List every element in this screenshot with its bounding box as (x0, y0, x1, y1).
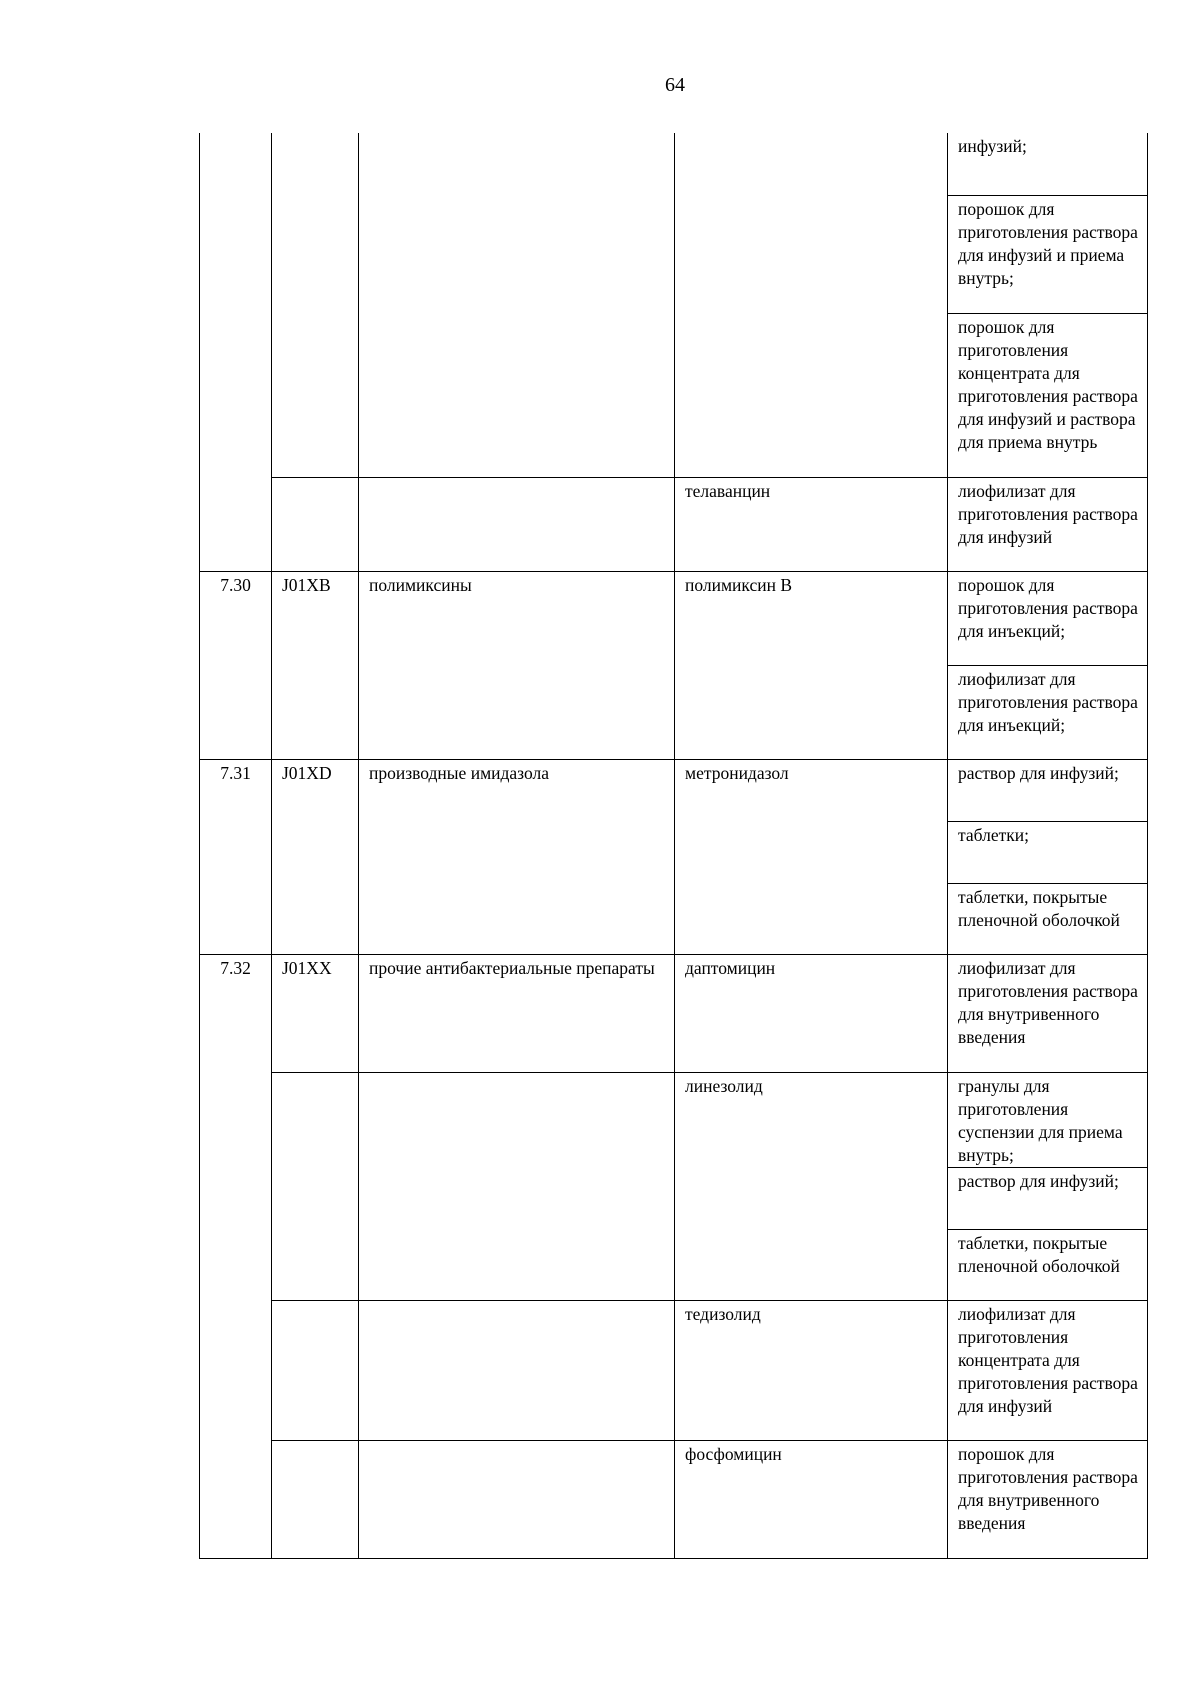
dosage-form-cell: порошок для приготовления раствора для инфузий и приема внутрь; (948, 195, 1148, 313)
table-row (200, 954, 1148, 1072)
group-name-cell (359, 133, 675, 477)
table-row (200, 1300, 1148, 1440)
drug-name-cell: линезолид (675, 1072, 948, 1300)
group-name-cell: полимиксины (359, 571, 675, 759)
drug-name-cell: тедизолид (675, 1300, 948, 1440)
atc-code-cell (272, 1440, 359, 1558)
drug-name-cell: фосфомицин (675, 1440, 948, 1558)
group-name-cell (359, 1300, 675, 1440)
dosage-form-cell: порошок для приготовления раствора для внутривенного введения (948, 1440, 1148, 1558)
group-name-cell (359, 1072, 675, 1300)
row-number-cell (200, 133, 272, 571)
drug-name-cell: телаванцин (675, 477, 948, 571)
table-row (200, 759, 1148, 821)
table-row (200, 477, 1148, 571)
table-row (200, 1072, 1148, 1167)
drug-name-cell: полимиксин В (675, 571, 948, 759)
row-number-cell: 7.32 (200, 954, 272, 1558)
dosage-form-cell: лиофилизат для приготовления раствора для инъекций; (948, 665, 1148, 759)
atc-code-cell: J01XB (272, 571, 359, 759)
atc-code-cell (272, 1072, 359, 1300)
dosage-form-cell: гранулы для приготовления суспензии для приема внутрь; (948, 1072, 1148, 1167)
dosage-form-cell: таблетки, покрытые пленочной оболочкой (948, 883, 1148, 954)
dosage-form-cell: таблетки, покрытые пленочной оболочкой (948, 1229, 1148, 1300)
dosage-form-cell: лиофилизат для приготовления раствора для внутривенного введения (948, 954, 1148, 1072)
atc-code-cell: J01XD (272, 759, 359, 954)
group-name-cell (359, 1440, 675, 1558)
dosage-form-cell: таблетки; (948, 821, 1148, 883)
page-number: 64 (665, 74, 685, 96)
atc-code-cell: J01XX (272, 954, 359, 1072)
row-number-cell: 7.31 (200, 759, 272, 954)
row-number-cell: 7.30 (200, 571, 272, 759)
drug-name-cell: метронидазол (675, 759, 948, 954)
dosage-form-cell: порошок для приготовления раствора для инъекций; (948, 571, 1148, 665)
table-row (200, 571, 1148, 665)
dosage-form-cell: лиофилизат для приготовления концентрата для приготовления раствора для инфузий (948, 1300, 1148, 1440)
drug-name-cell: даптомицин (675, 954, 948, 1072)
atc-code-cell (272, 133, 359, 477)
dosage-form-cell: раствор для инфузий; (948, 1167, 1148, 1229)
atc-code-cell (272, 1300, 359, 1440)
atc-code-cell (272, 477, 359, 571)
dosage-form-cell: инфузий; (948, 133, 1148, 195)
group-name-cell (359, 477, 675, 571)
table-row (200, 1440, 1148, 1558)
group-name-cell: производные имидазола (359, 759, 675, 954)
dosage-form-cell: порошок для приготовления концентрата для приготовления раствора для инфузий и раствора для приема внутрь (948, 313, 1148, 477)
drug-name-cell (675, 133, 948, 477)
drug-list-table (199, 133, 1148, 1559)
group-name-cell: прочие антибактериальные препараты (359, 954, 675, 1072)
dosage-form-cell: лиофилизат для приготовления раствора для инфузий (948, 477, 1148, 571)
table-row (200, 133, 1148, 195)
dosage-form-cell: раствор для инфузий; (948, 759, 1148, 821)
